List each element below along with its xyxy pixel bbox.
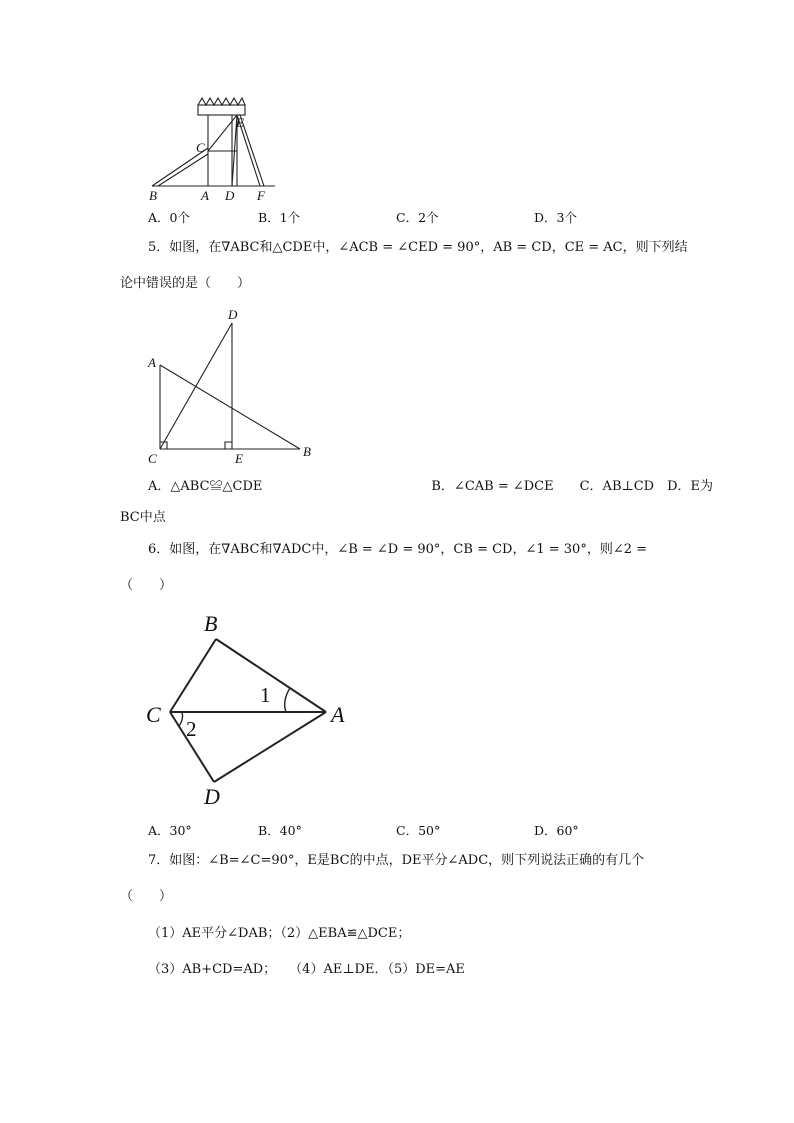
label-C: C [196, 140, 205, 155]
label-D: D [225, 188, 235, 203]
q6-option-c: C．50° [396, 823, 441, 838]
figure-q6 [140, 605, 370, 815]
label-E: E [236, 115, 244, 130]
label-E: E [235, 451, 243, 466]
angle-2-label: 2 [186, 717, 197, 741]
q5-options: A．△ABC≌△CDE B．∠CAB = ∠DCE C．AB⊥CD D．E为 [148, 479, 714, 494]
angle-1-label: 1 [260, 683, 271, 707]
q6-option-d: D．60° [534, 823, 579, 838]
label-D: D [204, 784, 220, 809]
q7-stem-line1: 7．如图：∠B=∠C=90°，E是BC的中点，DE平分∠ADC，则下列说法正确的有几个 [148, 853, 645, 868]
q6-stem-line2: （ ） [120, 578, 173, 593]
q5-stem-line1: 5．如图，在∇ABC和△CDE中，∠ACB = ∠CED = 90°，AB = CD，CE = AC，则下列结 [148, 240, 688, 255]
label-F: F [257, 188, 265, 203]
q7-statements-1: （1）AE平分∠DAB；（2）△EBA≌△DCE； [148, 926, 411, 941]
label-C: C [146, 702, 161, 727]
q6-option-b: B．40° [258, 823, 302, 838]
q7-stem-line2: （ ） [120, 889, 173, 904]
figure-q5 [140, 305, 320, 470]
label-D: D [228, 307, 238, 322]
label-C: C [148, 451, 157, 466]
label-A: A [201, 188, 209, 203]
q7-statements-2: （3）AB+CD=AD； （4）AE⊥DE．（5）DE=AE [148, 962, 465, 977]
q4-option-d: D．3个 [534, 210, 577, 225]
q4-option-b: B．1个 [258, 210, 301, 225]
q5-options-continued: BC中点 [120, 510, 166, 525]
q6-option-a: A．30° [148, 823, 192, 838]
label-B: B [149, 188, 157, 203]
label-B: B [303, 444, 311, 459]
figure-q4 [140, 90, 290, 205]
label-B: B [204, 611, 218, 636]
q6-stem-line1: 6．如图，在∇ABC和∇ADC中，∠B = ∠D = 90°，CB = CD，∠1 = 30°，则∠2 = [148, 542, 648, 557]
label-A: A [331, 702, 345, 727]
label-A: A [148, 355, 156, 370]
q5-stem-line2: 论中错误的是（ ） [120, 276, 251, 291]
q4-option-c: C．2个 [396, 210, 439, 225]
q4-option-a: A．0个 [148, 210, 190, 225]
